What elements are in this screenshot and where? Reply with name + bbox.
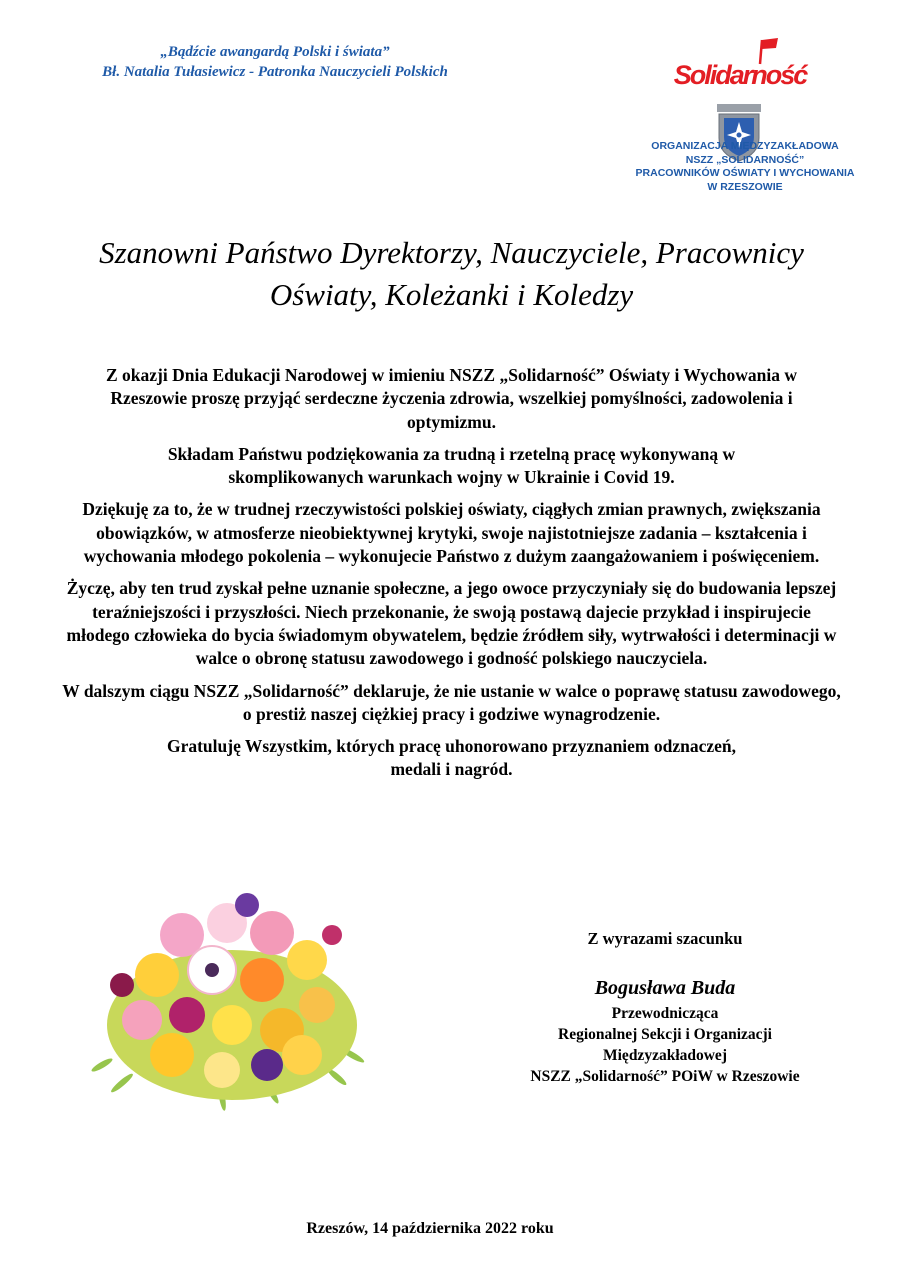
closing-greeting: Z wyrazami szacunku [587,929,743,948]
title-line-2: Oświaty, Koleżanki i Koledzy [269,277,634,312]
signature-block [470,928,860,1087]
quote-line-2: Bł. Natalia Tułasiewicz - Patronka Nauczycieli Polskich [102,64,448,80]
signatory-role: Regionalnej Sekcji i Organizacji [558,1026,772,1043]
paragraph: Składam Państwu podziękowania za trudną i rzetelną pracę wykonywaną w skomplikowanych warunkach wojny w Ukrainie i Covid 19. [167,443,736,488]
letter-date: Rzeszów, 14 października 2022 roku [306,1220,554,1237]
org-line: W RZESZOWIE [707,180,783,193]
signatory-role: Przewodnicząca [611,1005,719,1022]
org-line: NSZZ „SOLIDARNOŚĆ” [685,153,805,166]
paragraph: Życzę, aby ten trud zyskał pełne uznanie społeczne, a jego owoce przyczyniały się do budowania lepszej teraźniejszości i przyszłości. Niech przekonanie, że swoją postawą dajecie przykład i inspirujecie młodego człowieka do bycia świadomym obywatelem, będzie źródłem siły, wytrwałości i determinacji w walce o obronę statusu zawodowego i godność polskiego nauczyciela. [66,578,837,669]
solidarnosc-wordmark: Solidarność [673,60,807,90]
quote-line-1: „Bądźcie awangardą Polski i świata” [160,44,390,60]
title-line-1: Szanowni Państwo Dyrektorzy, Nauczyciele, Pracownicy [99,235,804,270]
paragraph: Dziękuję za to, że w trudnej rzeczywistości polskiej oświaty, ciągłych zmian prawnych, zwiększania obowiązków, w atmosferze nieobiektywnej krytyki, swoje najistotniejsze zadania – kształcenia i wychowania młodego pokolenia – wykonujecie Państwo z dużym zaangażowaniem i poświęceniem. [82,499,821,567]
signatory-role: NSZZ „Solidarność” POiW w Rzeszowie [530,1068,800,1085]
page-title [40,232,863,316]
organization-logo [600,22,890,212]
paragraph: W dalszym ciągu NSZZ „Solidarność” deklaruje, że nie ustanie w walce o poprawę statusu zawodowego, o prestiż naszej ciężkiej pracy i godziwe wynagrodzenie. [62,680,841,724]
letter-body [60,364,843,791]
flower-bouquet-icon [62,865,402,1125]
organization-name [600,140,890,194]
solidarnosc-logo [670,36,810,96]
signatory-name: Bogusława Buda [594,977,736,999]
header-quote [40,42,510,82]
paragraph: Z okazji Dnia Edukacji Narodowej w imieniu NSZZ „Solidarność” Oświaty i Wychowania w Rzeszowie proszę przyjąć serdeczne życzenia zdrowia, wszelkiej pomyślności, zadowolenia i optymizmu. [105,365,797,432]
org-line: ORGANIZACJA MIĘDZYZAKŁADOWA [651,140,839,152]
signatory-role: Międzyzakładowej [603,1047,727,1064]
org-line: PRACOWNIKÓW OŚWIATY I WYCHOWANIA [635,167,855,179]
paragraph: Gratuluję Wszystkim, których pracę uhonorowano przyznaniem odznaczeń, medali i nagród. [166,736,737,780]
